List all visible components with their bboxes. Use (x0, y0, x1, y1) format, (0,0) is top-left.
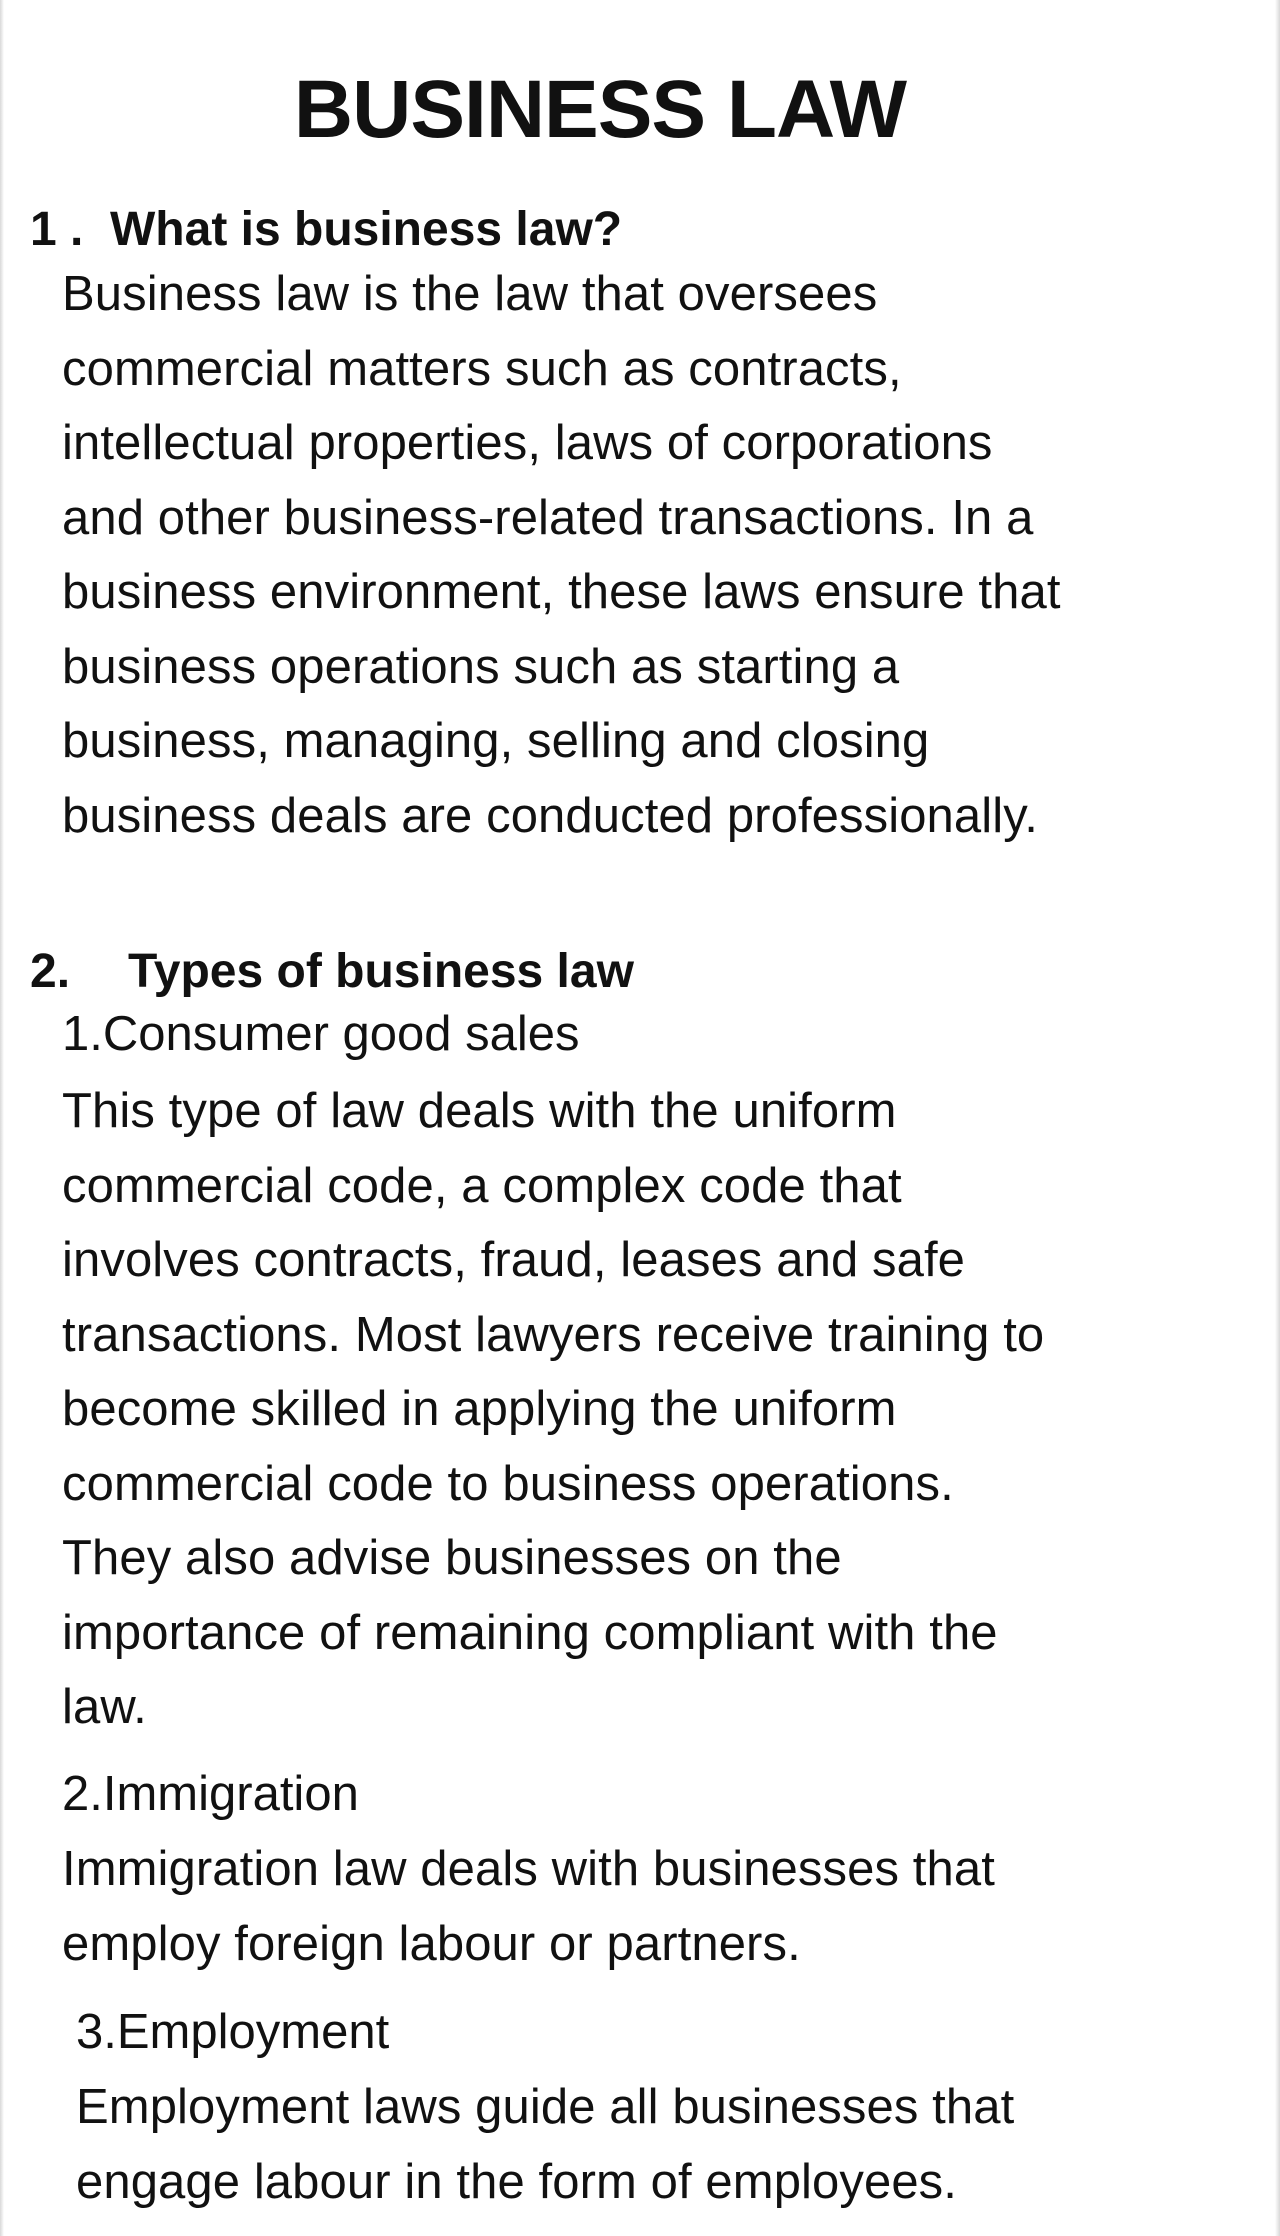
paragraph-line: commercial code, a complex code that (62, 1158, 902, 1213)
type-3-paragraph (76, 2070, 1014, 2219)
paragraph-line: engage labour in the form of employees. (76, 2154, 957, 2209)
paragraph-line: Immigration law deals with businesses that (62, 1842, 995, 1896)
paragraph-line: and other business-related transactions. In a (62, 490, 1034, 545)
paragraph-line: law. (62, 1680, 147, 1734)
paragraph-line: employ foreign labour or partners. (62, 1916, 801, 1971)
paragraph-line: Employment laws guide all businesses that (76, 2080, 1015, 2134)
type-2-paragraph (62, 1832, 995, 1981)
paragraph-line: become skilled in applying the uniform (62, 1382, 897, 1436)
page-title: BUSINESS LAW (293, 64, 907, 155)
section-1-number: 1 . (30, 203, 84, 256)
section-2-number: 2. (30, 945, 71, 998)
type-1-label: 1.Consumer good sales (62, 1007, 580, 1061)
paragraph-line: business deals are conducted professionally. (62, 788, 1038, 843)
section-1-title: What is business law? (110, 203, 623, 256)
paragraph-line: They also advise businesses on the (62, 1531, 842, 1585)
page-edge-left (0, 0, 4, 2236)
paragraph-line: intellectual properties, laws of corporations (62, 416, 993, 470)
paragraph-line: commercial code to business operations. (62, 1456, 954, 1511)
section-2-heading (30, 943, 634, 1001)
section-1-heading (30, 201, 622, 259)
page-edge-right (1275, 0, 1280, 2236)
paragraph-line: transactions. Most lawyers receive training to (62, 1307, 1045, 1362)
paragraph-line: importance of remaining compliant with the (62, 1605, 998, 1660)
type-1-paragraph (62, 1074, 1044, 1745)
section-2-title: Types of business law (128, 945, 634, 998)
type-3-label: 3.Employment (76, 2005, 390, 2059)
section-1-paragraph (62, 257, 1061, 853)
paragraph-line: business environment, these laws ensure that (62, 565, 1061, 619)
paragraph-line: This type of law deals with the uniform (62, 1084, 897, 1138)
paragraph-line: business, managing, selling and closing (62, 714, 930, 768)
paragraph-line: involves contracts, fraud, leases and safe (62, 1233, 966, 1287)
paragraph-line: commercial matters such as contracts, (62, 341, 902, 396)
paragraph-line: business operations such as starting a (62, 639, 900, 694)
type-2-label: 2.Immigration (62, 1767, 359, 1821)
paragraph-line: Business law is the law that oversees (62, 267, 878, 321)
